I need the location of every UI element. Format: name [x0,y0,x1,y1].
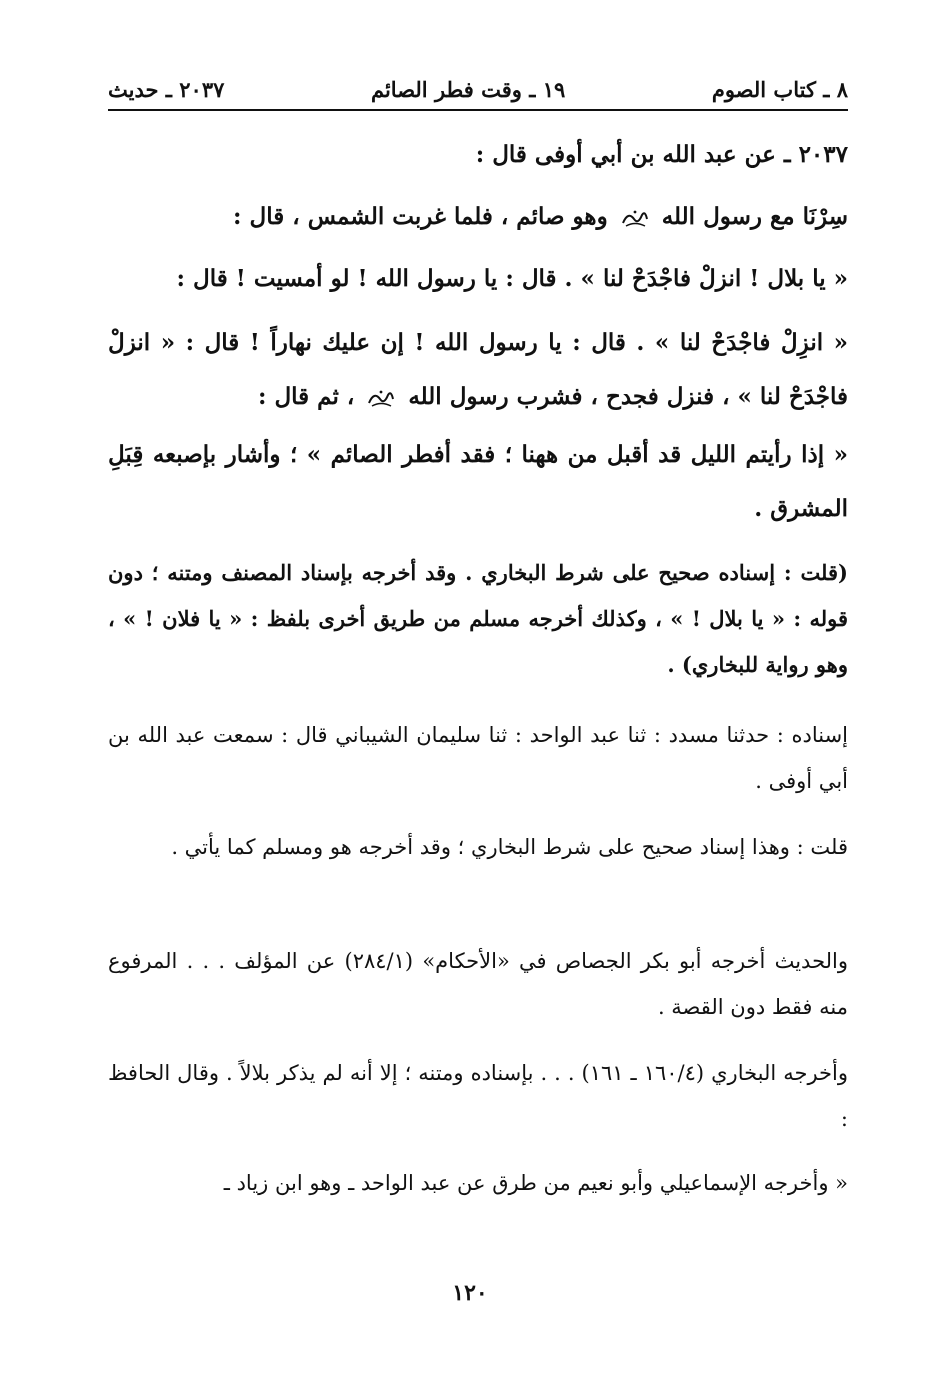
header-rule [108,109,848,111]
commentary-c6-text: « وأخرجه الإسماعيلي وأبو نعيم من طرق عن عبد الواحد ـ وهو ابن زياد ـ [223,1171,848,1195]
hadith-p1-start: سِرْنَا مع رسول الله [661,203,848,230]
hadith-p3-end: ، ثم قال : [257,383,355,410]
hadith-intro [108,128,848,182]
hadith-paragraph-2 [108,252,848,306]
commentary-c4-text: والحديث أخرجه أبو بكر الجصاص في «الأحكام» (٢٨٤/١) عن المؤلف . . . المرفوع منه فقط دون القصة . [108,949,848,1019]
commentary-c1-text: (قلت : إسناده صحيح على شرط البخاري . وقد أخرجه بإسناد المصنف ومتنه ؛ دون قوله : « يا بلال ! » ، وكذلك أخرجه مسلم من طريق أخرى بلفظ : « يا فلان ! » ، وهو رواية للبخاري) . [108,560,848,677]
hadith-p4-text: « إذا رأيتم الليل قد أقبل من ههنا ؛ فقد أفطر الصائم » ؛ وأشار بإصبعه قِبَلِ المشرق . [108,441,848,522]
commentary-paragraph-6 [108,1160,848,1206]
commentary-paragraph-1 [108,550,848,688]
header-hadith-number: ٢٠٣٧ ـ حديث [108,76,225,102]
hadith-p1-end: وهو صائم ، فلما غربت الشمس ، قال : [233,203,608,230]
commentary-paragraph-5 [108,1050,848,1142]
header-section: ١٩ ـ وقت فطر الصائم [370,76,566,102]
hadith-paragraph-4 [108,428,848,536]
header-chapter: ٨ ـ كتاب الصوم [711,76,848,102]
hadith-p2-text: « يا بلال ! انزلْ فاجْدَحْ لنا » . قال : يا رسول الله ! لو أمسيت ! قال : [176,265,848,292]
commentary-c3-text: قلت : وهذا إسناد صحيح على شرط البخاري ؛ وقد أخرجه هو ومسلم كما يأتي . [171,835,848,859]
commentary-paragraph-3 [108,824,848,870]
commentary-c2-text: إسناده : حدثنا مسدد : ثنا عبد الواحد : ثنا سليمان الشيباني قال : سمعت عبد الله بن أبي أوفى . [108,723,848,793]
hadith-paragraph-3 [108,316,848,424]
salutation-icon [366,387,396,409]
hadith-p3-start: « انزِلْ فاجْدَحْ لنا » . قال : يا رسول الله ! إن عليك نهاراً ! قال : « انزلْ فاجْدَحْ لنا » ، فنزل فجدح ، فشرب رسول الله [108,329,848,410]
hadith-intro-text: ٢٠٣٧ ـ عن عبد الله بن أبي أوفى قال : [475,141,848,168]
page-number: ١٢٠ [452,1280,488,1306]
commentary-paragraph-2 [108,712,848,804]
commentary-paragraph-4 [108,938,848,1030]
running-header [108,72,848,106]
hadith-paragraph-1 [108,190,848,244]
commentary-c5-text: وأخرجه البخاري (١٦٠/٤ ـ ١٦١) . . . بإسناده ومتنه ؛ إلا أنه لم يذكر بلالاً . وقال الحافظ : [108,1061,848,1131]
salutation-icon [620,207,650,229]
